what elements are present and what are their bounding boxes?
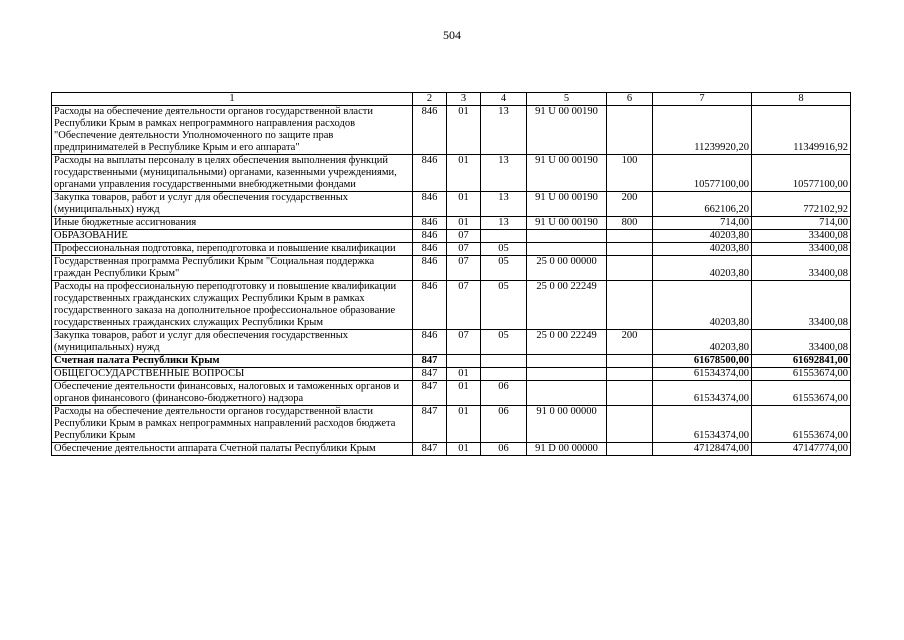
row-amount-2: 33400,08	[752, 281, 851, 330]
row-name: Расходы на обеспечение деятельности органов государственной власти Республики Крым в рамках непрограммных направлений расходов бюджета Республики Крым	[52, 406, 413, 443]
row-subsection-code: 05	[481, 256, 527, 281]
row-target-article	[527, 381, 607, 406]
header-cell: 8	[752, 93, 851, 106]
row-amount-1: 11239920,20	[653, 106, 752, 155]
row-section-code: 07	[447, 256, 481, 281]
row-expense-type	[607, 443, 653, 456]
row-amount-2: 61553674,00	[752, 406, 851, 443]
row-target-article	[527, 230, 607, 243]
row-section-code: 01	[447, 192, 481, 217]
row-subsection-code: 05	[481, 281, 527, 330]
row-section-code: 07	[447, 230, 481, 243]
row-subsection-code	[481, 368, 527, 381]
row-target-article	[527, 368, 607, 381]
row-subsection-code: 06	[481, 381, 527, 406]
row-subsection-code: 06	[481, 406, 527, 443]
row-amount-2: 33400,08	[752, 330, 851, 355]
row-ved-code: 846	[413, 217, 447, 230]
row-amount-1: 61534374,00	[653, 406, 752, 443]
header-cell: 4	[481, 93, 527, 106]
row-ved-code: 846	[413, 106, 447, 155]
row-subsection-code: 13	[481, 155, 527, 192]
row-subsection-code: 05	[481, 330, 527, 355]
row-amount-1: 714,00	[653, 217, 752, 230]
row-ved-code: 847	[413, 443, 447, 456]
row-subsection-code: 05	[481, 243, 527, 256]
row-amount-1: 40203,80	[653, 330, 752, 355]
row-expense-type	[607, 406, 653, 443]
table-row	[52, 230, 851, 243]
row-ved-code: 846	[413, 281, 447, 330]
table-row	[52, 192, 851, 217]
row-target-article	[527, 243, 607, 256]
row-expense-type	[607, 256, 653, 281]
row-section-code: 07	[447, 281, 481, 330]
row-target-article: 25 0 00 22249	[527, 330, 607, 355]
row-amount-1: 40203,80	[653, 256, 752, 281]
row-section-code: 07	[447, 330, 481, 355]
row-expense-type: 800	[607, 217, 653, 230]
row-amount-1: 61534374,00	[653, 381, 752, 406]
table-row	[52, 106, 851, 155]
header-cell: 1	[52, 93, 413, 106]
row-ved-code: 846	[413, 230, 447, 243]
row-target-article: 91 U 00 00190	[527, 192, 607, 217]
table-row	[52, 281, 851, 330]
row-target-article: 91 0 00 00000	[527, 406, 607, 443]
table-row	[52, 217, 851, 230]
row-target-article: 91 U 00 00190	[527, 155, 607, 192]
row-expense-type: 200	[607, 330, 653, 355]
row-amount-2: 47147774,00	[752, 443, 851, 456]
table-row	[52, 243, 851, 256]
row-ved-code: 847	[413, 355, 447, 368]
row-amount-2: 33400,08	[752, 256, 851, 281]
row-section-code: 01	[447, 443, 481, 456]
row-amount-1: 40203,80	[653, 230, 752, 243]
row-amount-2: 772102,92	[752, 192, 851, 217]
row-amount-1: 61534374,00	[653, 368, 752, 381]
row-ved-code: 847	[413, 381, 447, 406]
row-expense-type: 200	[607, 192, 653, 217]
header-cell: 6	[607, 93, 653, 106]
row-amount-2: 61692841,00	[752, 355, 851, 368]
row-section-code	[447, 355, 481, 368]
row-expense-type	[607, 243, 653, 256]
row-name: ОБРАЗОВАНИЕ	[52, 230, 413, 243]
row-ved-code: 846	[413, 155, 447, 192]
header-cell: 7	[653, 93, 752, 106]
row-amount-1: 40203,80	[653, 243, 752, 256]
row-target-article: 91 D 00 00000	[527, 443, 607, 456]
row-subsection-code	[481, 355, 527, 368]
header-cell: 3	[447, 93, 481, 106]
row-amount-1: 10577100,00	[653, 155, 752, 192]
row-target-article: 25 0 00 00000	[527, 256, 607, 281]
header-cell: 5	[527, 93, 607, 106]
row-amount-1: 47128474,00	[653, 443, 752, 456]
row-subsection-code: 13	[481, 106, 527, 155]
row-ved-code: 846	[413, 256, 447, 281]
row-amount-2: 11349916,92	[752, 106, 851, 155]
row-expense-type	[607, 368, 653, 381]
row-amount-2: 714,00	[752, 217, 851, 230]
row-ved-code: 846	[413, 330, 447, 355]
row-section-code: 01	[447, 406, 481, 443]
row-section-code: 01	[447, 381, 481, 406]
row-amount-2: 61553674,00	[752, 368, 851, 381]
table-row	[52, 381, 851, 406]
row-ved-code: 847	[413, 368, 447, 381]
row-name: Расходы на профессиональную переподготовку и повышение квалификации государственных гражданских служащих Республики Крым в рамках государственного заказа на дополнительное профессиональное образование государственных гражданских служащих Республики Крым	[52, 281, 413, 330]
row-name: Расходы на выплаты персоналу в целях обеспечения выполнения функций государственными (муниципальными) органами, казенными учреждениями, органами управления государственными внебюджетными фондами	[52, 155, 413, 192]
table-row	[52, 330, 851, 355]
row-section-code: 07	[447, 243, 481, 256]
row-expense-type	[607, 355, 653, 368]
row-name: Иные бюджетные ассигнования	[52, 217, 413, 230]
row-ved-code: 846	[413, 192, 447, 217]
row-subsection-code: 13	[481, 192, 527, 217]
table-row	[52, 443, 851, 456]
row-ved-code: 846	[413, 243, 447, 256]
row-amount-2: 10577100,00	[752, 155, 851, 192]
row-section-code: 01	[447, 106, 481, 155]
row-name: Закупка товаров, работ и услуг для обеспечения государственных (муниципальных) нужд	[52, 330, 413, 355]
row-amount-2: 33400,08	[752, 243, 851, 256]
table-row	[52, 368, 851, 381]
row-name: ОБЩЕГОСУДАРСТВЕННЫЕ ВОПРОСЫ	[52, 368, 413, 381]
table-row	[52, 355, 851, 368]
row-name: Закупка товаров, работ и услуг для обеспечения государственных (муниципальных) нужд	[52, 192, 413, 217]
row-subsection-code: 06	[481, 443, 527, 456]
budget-table	[51, 92, 851, 456]
row-name: Обеспечение деятельности финансовых, налоговых и таможенных органов и органов финансового (финансово-бюджетного) надзора	[52, 381, 413, 406]
row-amount-1: 662106,20	[653, 192, 752, 217]
row-target-article	[527, 355, 607, 368]
row-expense-type: 100	[607, 155, 653, 192]
table-row	[52, 406, 851, 443]
row-expense-type	[607, 230, 653, 243]
row-subsection-code: 13	[481, 217, 527, 230]
row-amount-1: 40203,80	[653, 281, 752, 330]
row-target-article: 91 U 00 00190	[527, 106, 607, 155]
row-target-article: 25 0 00 22249	[527, 281, 607, 330]
table-row	[52, 155, 851, 192]
row-name: Государственная программа Республики Крым "Социальная поддержка граждан Республики Крым"	[52, 256, 413, 281]
header-cell: 2	[413, 93, 447, 106]
row-name: Счетная палата Республики Крым	[52, 355, 413, 368]
row-expense-type	[607, 381, 653, 406]
header-row	[52, 93, 851, 106]
row-amount-1: 61678500,00	[653, 355, 752, 368]
row-name: Профессиональная подготовка, переподготовка и повышение квалификации	[52, 243, 413, 256]
row-expense-type	[607, 106, 653, 155]
row-section-code: 01	[447, 368, 481, 381]
row-name: Обеспечение деятельности аппарата Счетной палаты Республики Крым	[52, 443, 413, 456]
row-section-code: 01	[447, 155, 481, 192]
page-number: 504	[443, 28, 461, 42]
table-row	[52, 256, 851, 281]
row-amount-2: 61553674,00	[752, 381, 851, 406]
row-name: Расходы на обеспечение деятельности органов государственной власти Республики Крым в рамках непрограммного направления расходов "Обеспечение деятельности Уполномоченного по защите прав предпринимателей в Республике Крым и его аппарата"	[52, 106, 413, 155]
row-section-code: 01	[447, 217, 481, 230]
row-target-article: 91 U 00 00190	[527, 217, 607, 230]
row-subsection-code	[481, 230, 527, 243]
row-amount-2: 33400,08	[752, 230, 851, 243]
row-expense-type	[607, 281, 653, 330]
row-ved-code: 847	[413, 406, 447, 443]
